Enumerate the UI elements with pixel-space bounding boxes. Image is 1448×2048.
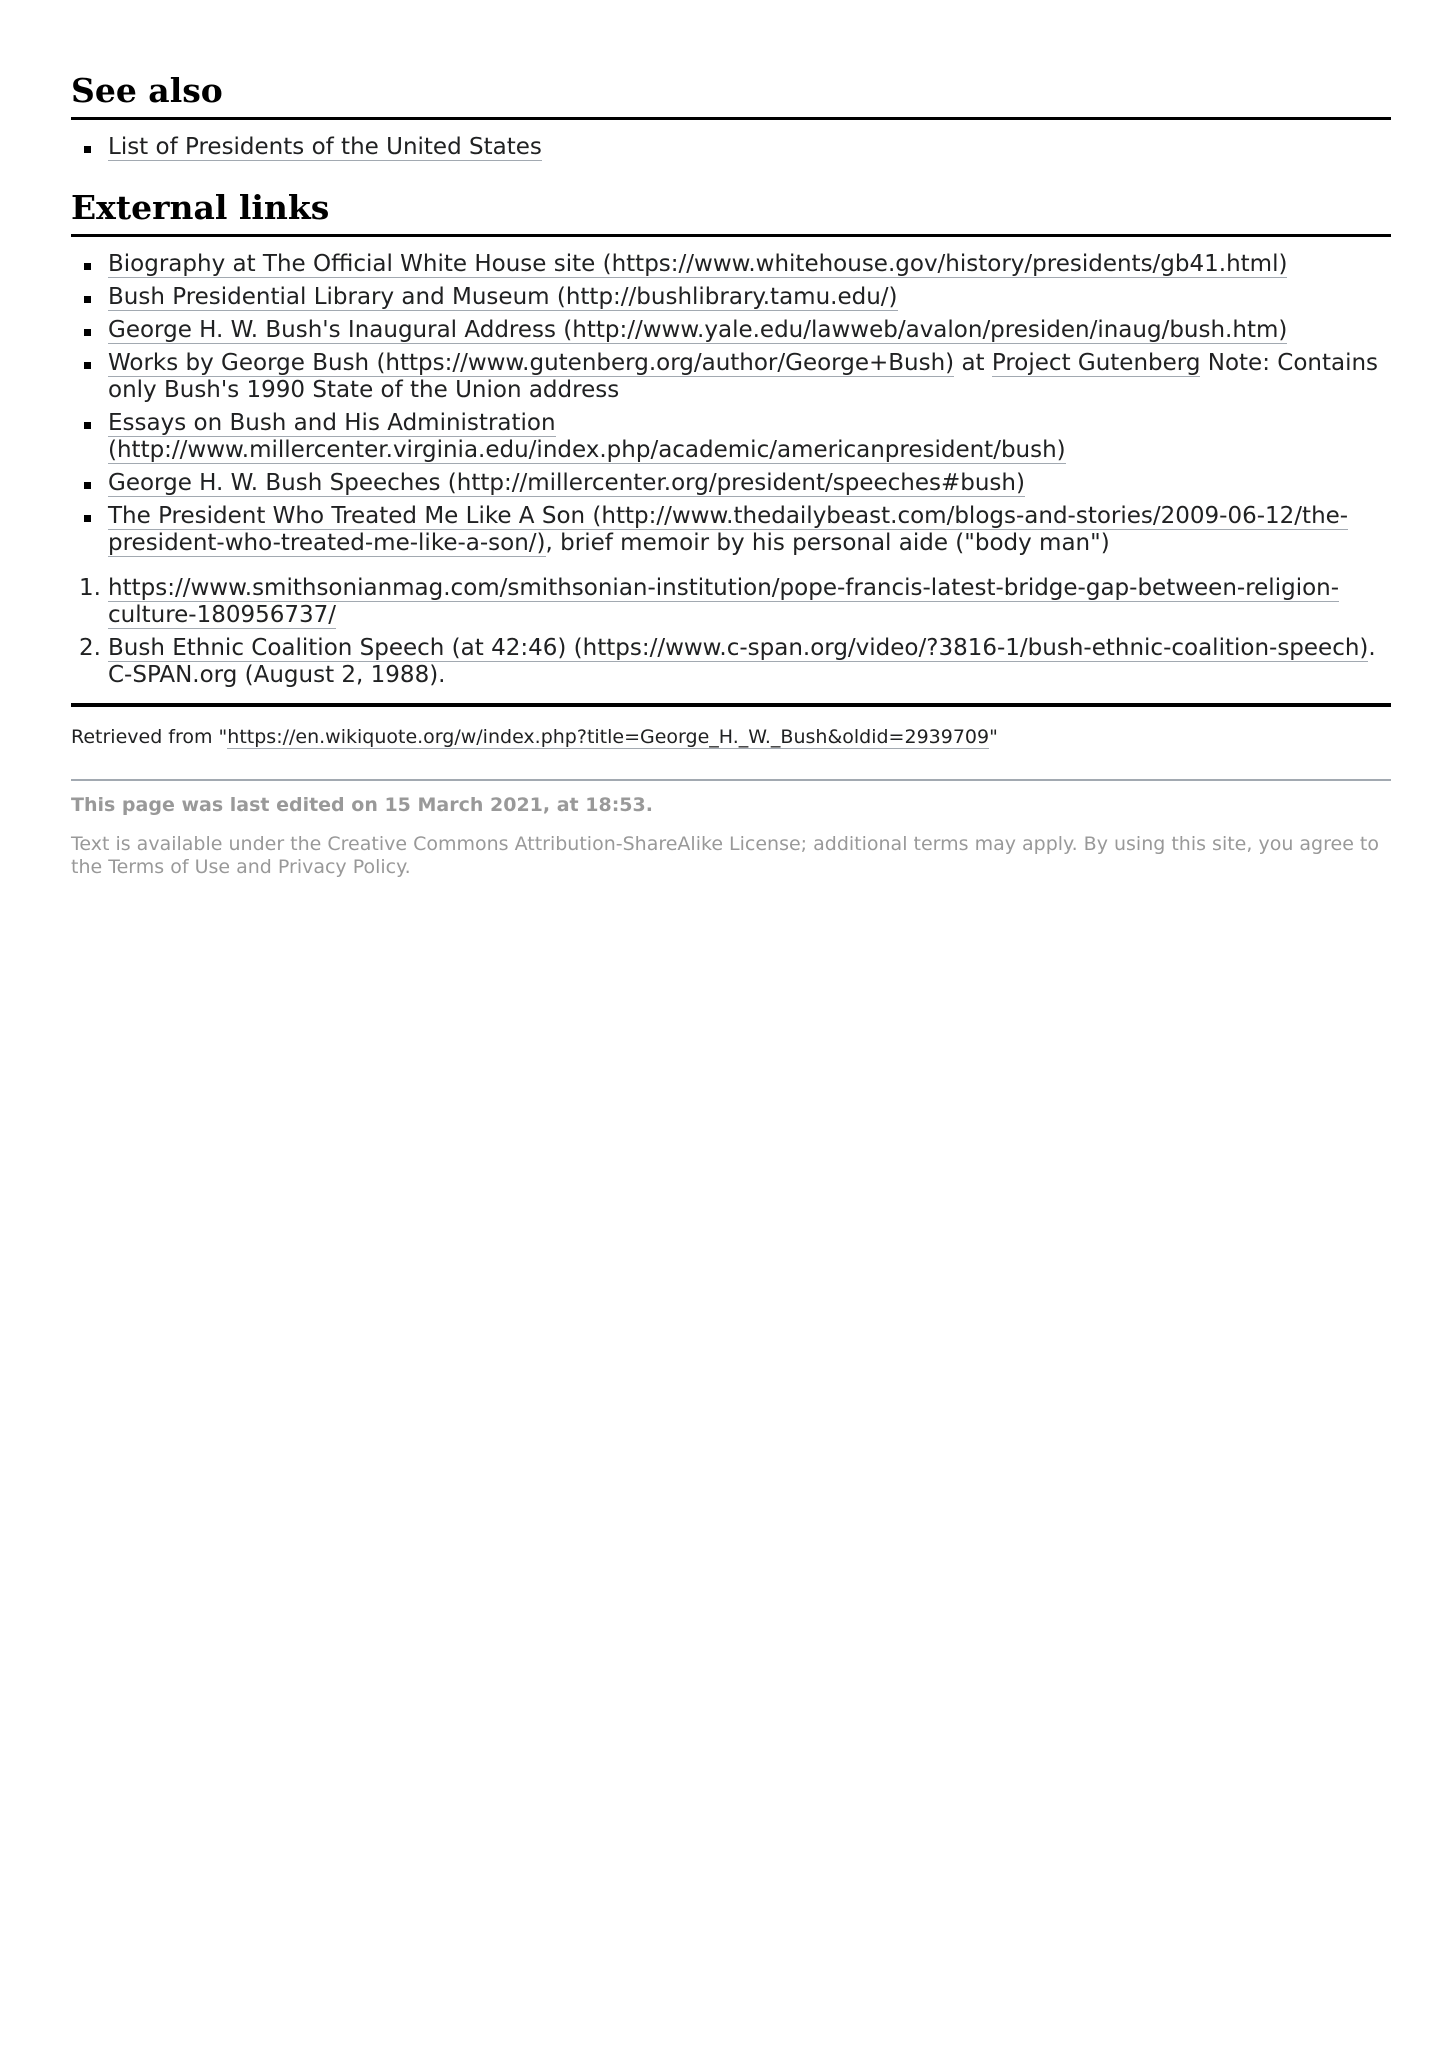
link-speeches[interactable]: George H. W. Bush Speeches (http://millercenter.org/president/speeches#bush): [108, 470, 1025, 496]
page-content: [71, 0, 1391, 879]
last-edited-notice: This page was last edited on 15 March 2021, at 18:53.: [71, 794, 653, 816]
see-also-list: [71, 134, 1391, 161]
reference-number: 1.: [79, 575, 101, 601]
link-bush-library[interactable]: Bush Presidential Library and Museum (http://bushlibrary.tamu.edu/): [108, 284, 898, 310]
reference-item: [79, 575, 1391, 629]
link-note-text: Note: Contains only Bush's 1990 State of the Union address: [108, 350, 1379, 403]
list-item: [108, 410, 1391, 464]
divider: [71, 703, 1391, 707]
external-links-list: [71, 251, 1391, 557]
link-miller-center-essays[interactable]: Essays on Bush and His Administration (http://www.millercenter.virginia.edu/index.php/academic/americanpresident/bush): [108, 410, 1066, 463]
retrieved-prefix: Retrieved from ": [71, 726, 228, 748]
list-item: [108, 134, 1391, 161]
link-white-house-biography[interactable]: Biography at The Official White House site (https://www.whitehouse.gov/history/presidents/gb41.html): [108, 251, 1288, 277]
link-inaugural-address[interactable]: George H. W. Bush's Inaugural Address (http://www.yale.edu/lawweb/avalon/presiden/inaug/bush.htm): [108, 317, 1288, 343]
link-daily-beast-memoir[interactable]: The President Who Treated Me Like A Son (http://www.thedailybeast.com/blogs-and-stories/2009-06-12/the-president-who-treated-me-like-a-son/): [108, 503, 1349, 556]
reference-link[interactable]: https://www.smithsonianmag.com/smithsonian-institution/pope-francis-latest-bridge-gap-between-religion-culture-180956737/: [108, 575, 1340, 628]
link-connector-text: at: [954, 350, 992, 376]
link-project-gutenberg[interactable]: Project Gutenberg: [991, 350, 1201, 376]
external-links-heading: External links: [71, 188, 1391, 237]
footer-divider: [71, 779, 1391, 781]
reference-item: [79, 635, 1391, 689]
license-notice: Text is available under the Creative Commons Attribution-ShareAlike License; additional terms may apply. By using this site, you agree to the Terms of Use and Privacy Policy.: [71, 833, 1379, 878]
retrieved-suffix: ": [989, 726, 998, 748]
link-list-of-presidents[interactable]: List of Presidents of the United States: [108, 134, 542, 160]
retrieved-url-link[interactable]: https://en.wikiquote.org/w/index.php?title=George_H._W._Bush&oldid=2939709: [227, 726, 990, 748]
reference-link[interactable]: Bush Ethnic Coalition Speech (at 42:46) (https://www.c-span.org/video/?3816-1/bush-ethnic-coalition-speech): [108, 635, 1369, 661]
see-also-heading: See also: [71, 71, 1391, 120]
references-list: [71, 575, 1391, 689]
reference-number: 2.: [79, 635, 101, 661]
list-item: [108, 284, 1391, 311]
link-description-text: , brief memoir by his personal aide ("body man"): [545, 530, 1110, 556]
list-item: [108, 503, 1391, 557]
retrieved-from: [71, 725, 1391, 749]
list-item: [108, 470, 1391, 497]
link-works-by-george-bush[interactable]: Works by George Bush (https://www.gutenberg.org/author/George+Bush): [108, 350, 955, 376]
list-item: [108, 350, 1391, 404]
list-item: [108, 317, 1391, 344]
reference-suffix: . C-SPAN.org (August 2, 1988).: [108, 635, 1376, 688]
list-item: [108, 251, 1391, 278]
